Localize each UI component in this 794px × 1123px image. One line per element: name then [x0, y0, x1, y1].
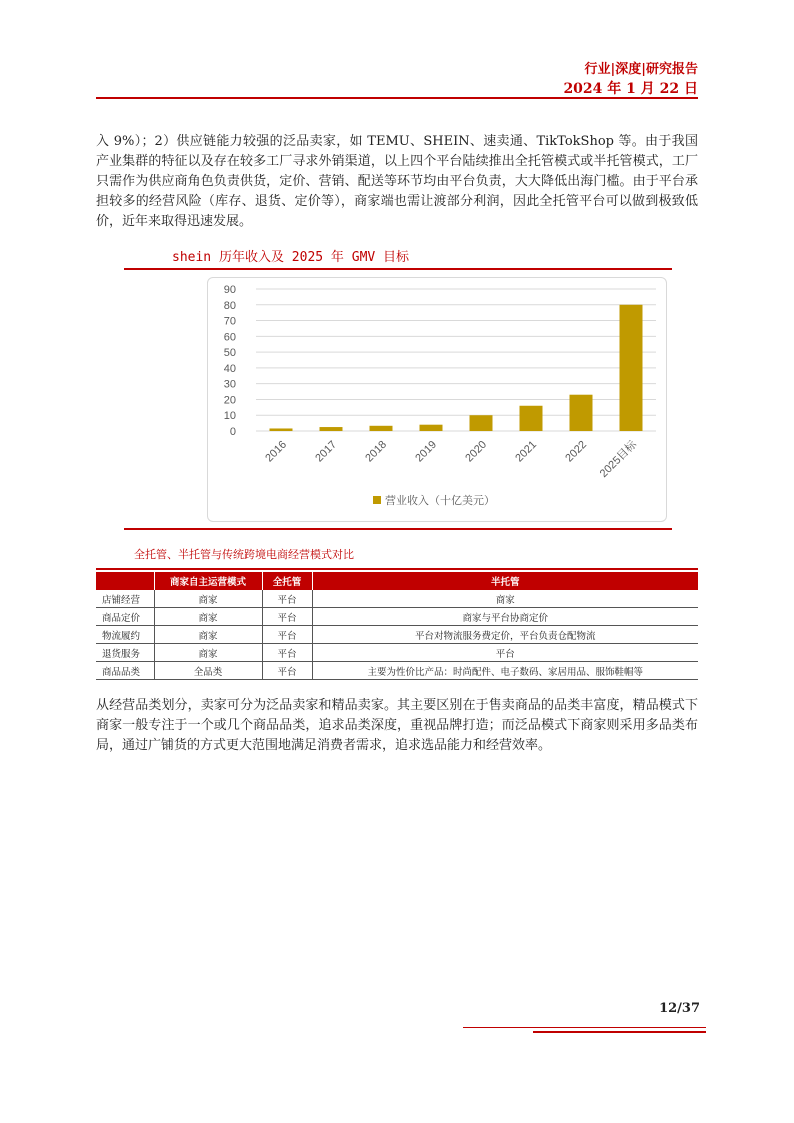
table-header-cell: 全托管: [262, 572, 312, 590]
table-cell: 平台对物流服务费定价，平台负责仓配物流: [312, 626, 698, 644]
y-tick-label: 0: [229, 426, 236, 438]
x-tick-label: 2019: [413, 438, 440, 465]
table-cell: 平台: [312, 644, 698, 662]
y-tick-label: 20: [223, 394, 236, 407]
footer-rule-thick: [533, 1031, 706, 1033]
table-cell: 店铺经营: [96, 590, 154, 608]
table-cell: 商家: [312, 590, 698, 608]
chart-bar: [620, 305, 643, 431]
chart-bar: [570, 395, 593, 431]
header-divider: [96, 97, 698, 99]
x-tick-label: 2022: [563, 438, 590, 465]
chart-bar: [520, 406, 543, 431]
report-type-label: 行业|深度|研究报告: [584, 62, 698, 77]
table-header-cell: 商家自主运营模式: [154, 572, 262, 590]
table-top-rule: [96, 568, 698, 570]
figure-bottom-rule: [124, 528, 672, 530]
table-cell: 退货服务: [96, 644, 154, 662]
x-tick-label: 2021: [513, 438, 540, 465]
table-row: [96, 662, 698, 680]
figure-top-rule: [124, 268, 672, 270]
chart-bar: [470, 415, 493, 431]
chart-bar: [320, 427, 343, 431]
chart-bar: [370, 426, 393, 431]
table-header-cell: 半托管: [312, 572, 698, 590]
y-tick-label: 70: [223, 315, 236, 328]
table-row: [96, 608, 698, 626]
table-cell: 商家: [154, 608, 262, 626]
x-tick-label: 2017: [313, 438, 340, 465]
table-cell: 平台: [262, 608, 312, 626]
y-tick-label: 50: [223, 347, 236, 360]
y-tick-label: 10: [223, 410, 236, 423]
table-cell: 物流履约: [96, 626, 154, 644]
chart-bar: [270, 428, 293, 431]
x-tick-label: 2016: [263, 438, 290, 465]
y-tick-label: 40: [223, 362, 236, 375]
revenue-chart-svg: [208, 278, 666, 521]
table-cell: 商品品类: [96, 662, 154, 680]
table-header-cell: [96, 572, 154, 590]
legend-swatch: [373, 496, 381, 504]
table-title: 全托管、半托管与传统跨境电商经营模式对比: [134, 548, 354, 561]
table-cell: 商家: [154, 644, 262, 662]
y-tick-label: 60: [223, 331, 236, 344]
table-cell: 商品定价: [96, 608, 154, 626]
body-paragraph-2: 从经营品类划分，卖家可分为泛品卖家和精品卖家。其主要区别在于售卖商品的品类丰富度，精品模式下商家一般专注于一个或几个商品品类，追求品类深度，重视品牌打造；而泛品模式下商家则采用多品类布局，通过广铺货的方式更大范围地满足消费者需求，追求选品能力和经营效率。: [96, 698, 698, 753]
table-cell: 商家: [154, 626, 262, 644]
footer-rule-thin: [463, 1027, 706, 1028]
x-tick-label: 2018: [363, 438, 390, 465]
table-header-row: [96, 572, 698, 590]
figure-title: shein 历年收入及 2025 年 GMV 目标: [172, 250, 410, 265]
x-tick-label: 2020: [463, 438, 490, 465]
table-cell: 商家: [154, 590, 262, 608]
y-tick-label: 80: [223, 299, 236, 312]
body-paragraph-1: 入 9%）；2）供应链能力较强的泛品卖家，如 TEMU、SHEIN、速卖通、TikTokShop 等。由于我国产业集群的特征以及存在较多工厂寻求外销渠道，以上四个平台陆续推出全托管模式或半托管模式，工厂只需作为供应商角色负责供货，定价、营销、配送等环节均由平台负责，大大降低出海门槛。由于平台承担较多的经营风险（库存、退货、定价等），商家端也需让渡部分利润，因此全托管平台可以做到极致低价，近年来取得迅速发展。: [96, 134, 698, 229]
table-cell: 全品类: [154, 662, 262, 680]
comparison-table: [96, 572, 698, 680]
table-row: [96, 590, 698, 608]
y-tick-label: 90: [223, 284, 236, 296]
page-number: 12/37: [659, 1001, 700, 1016]
table-row: [96, 644, 698, 662]
table-cell: 商家与平台协商定价: [312, 608, 698, 626]
x-tick-label: 2025目标: [597, 438, 640, 480]
table-row: [96, 626, 698, 644]
table-cell: 主要为性价比产品：时尚配件、电子数码、家居用品、服饰鞋帽等: [312, 662, 698, 680]
y-tick-label: 30: [223, 378, 236, 391]
legend-label: 营业收入（十亿美元）: [385, 494, 495, 507]
table-cell: 平台: [262, 644, 312, 662]
report-date: 2024 年 1 月 22 日: [563, 81, 698, 97]
table-cell: 平台: [262, 626, 312, 644]
table-cell: 平台: [262, 662, 312, 680]
table-cell: 平台: [262, 590, 312, 608]
chart-bar: [420, 425, 443, 431]
revenue-chart: [207, 277, 667, 522]
